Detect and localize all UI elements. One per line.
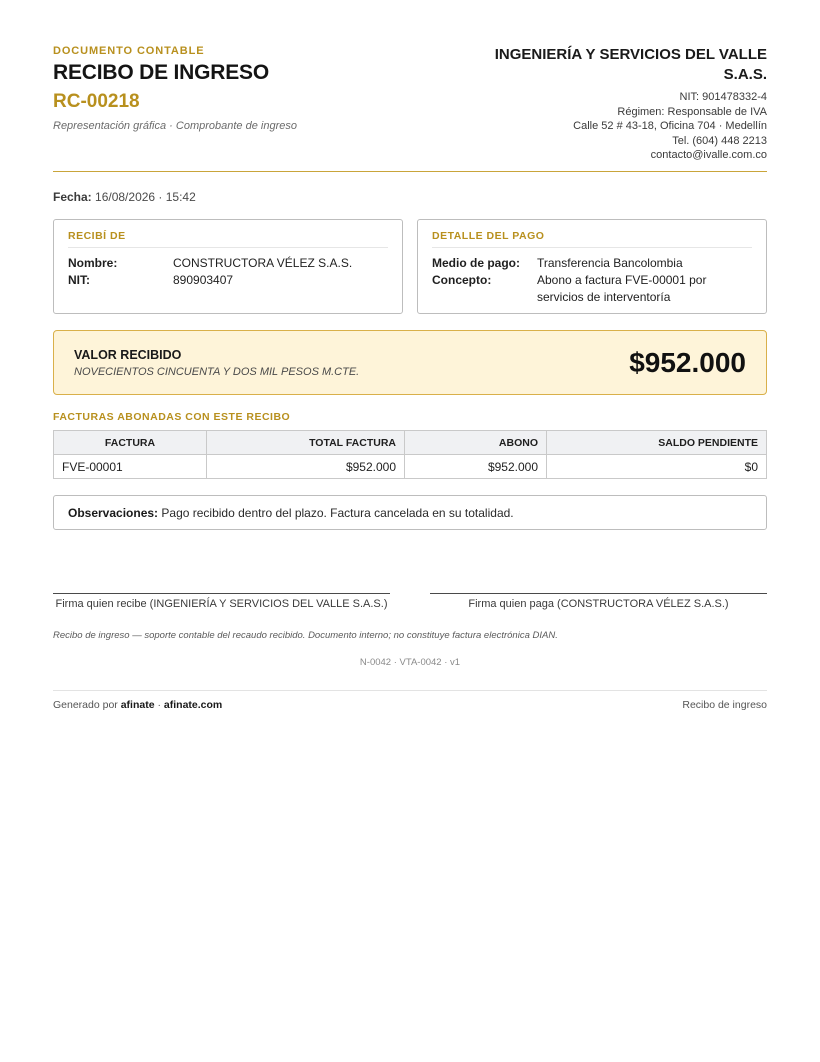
received-from-title: RECIBÍ DE [68,230,388,248]
receipt-number: RC-00218 [53,91,140,112]
cell-pending-balance: $0 [547,455,767,479]
document-kicker: DOCUMENTO CONTABLE [53,45,205,57]
received-from-name-row [68,255,388,272]
invoices-table [53,430,767,479]
observations-box [53,495,767,530]
company-address: Calle 52 # 43-18, Oficina 704 · Medellín [573,120,767,133]
payment-concept-label: Concepto: [432,273,492,287]
received-value-words: NOVECIENTOS CINCUENTA Y DOS MIL PESOS M.CTE. [74,366,360,378]
payment-concept-value: Abono a factura FVE-00001 por servicios de interventoría [537,273,707,304]
payment-detail-title: DETALLE DEL PAGO [432,230,752,248]
header-left [53,45,393,132]
receiver-signature-label: Firma quien recibe (INGENIERÍA Y SERVICIOS DEL VALLE S.A.S.) [55,598,388,610]
cell-invoice-total: $952.000 [207,455,405,479]
company-regime: Régimen: Responsable de IVA [617,105,767,118]
invoices-table-header [54,431,767,455]
legal-footnote: Recibo de ingreso — soporte contable del recaudo recibido. Documento interno; no constituye factura electrónica DIAN. [53,630,558,641]
date-label: Fecha: [53,190,92,204]
payment-detail-box [417,219,767,314]
document-header [53,0,767,172]
payment-concept-row [432,272,752,306]
page-footer [53,690,767,714]
company-info [467,45,767,163]
brand-logo-text: afinate [120,699,155,711]
observations-label: Observaciones: [68,506,159,520]
payer-signature-label: Firma quien paga (CONSTRUCTORA VÉLEZ S.A.S.) [468,598,729,610]
payment-method-label: Medio de pago: [432,256,520,270]
cell-invoice: FVE-00001 [54,455,207,479]
footer-separator: · [157,699,161,711]
receipt-page [53,0,767,711]
date-row [53,190,196,204]
company-email: contacto@ivalle.com.co [650,149,767,162]
column-header-invoice-total: TOTAL FACTURA [207,431,405,455]
document-reference: N-0042 · VTA-0042 · v1 [359,657,461,668]
payer-signature-line [430,593,767,610]
payment-method-value: Transferencia Bancolombia [537,256,683,270]
table-row [54,455,767,479]
cell-payment: $952.000 [405,455,547,479]
date-value: 16/08/2026 · 15:42 [95,190,196,204]
received-from-nit-label: NIT: [68,273,90,287]
footer-doc-type: Recibo de ingreso [682,699,767,711]
column-header-pending-balance: SALDO PENDIENTE [547,431,767,455]
received-from-box [53,219,403,314]
received-from-nit-value: 890903407 [173,273,234,287]
generated-by-label: Generado por [53,699,118,711]
received-from-name-value: CONSTRUCTORA VÉLEZ S.A.S. [173,256,353,270]
received-value-amount: $952.000 [629,347,746,378]
receiver-signature-line [53,593,390,610]
received-value-box [53,330,767,395]
column-header-invoice: FACTURA [54,431,207,455]
payment-method-row [432,255,752,272]
brand-site-link[interactable]: afinate.com [163,699,223,711]
company-phone: Tel. (604) 448 2213 [672,134,767,147]
received-value-label: VALOR RECIBIDO [74,348,182,362]
received-from-name-label: Nombre: [68,256,118,270]
received-from-nit-row [68,272,388,289]
invoices-section-title: FACTURAS ABONADAS CON ESTE RECIBO [53,411,291,423]
observations-text: Pago recibido dentro del plazo. Factura cancelada en su totalidad. [161,506,514,520]
document-subtitle: Representación gráfica · Comprobante de ingreso [53,120,297,132]
company-name: INGENIERÍA Y SERVICIOS DEL VALLE S.A.S. [494,46,767,83]
column-header-payment: ABONO [405,431,547,455]
company-nit: NIT: 901478332-4 [679,91,767,103]
document-title: RECIBO DE INGRESO [53,61,269,84]
